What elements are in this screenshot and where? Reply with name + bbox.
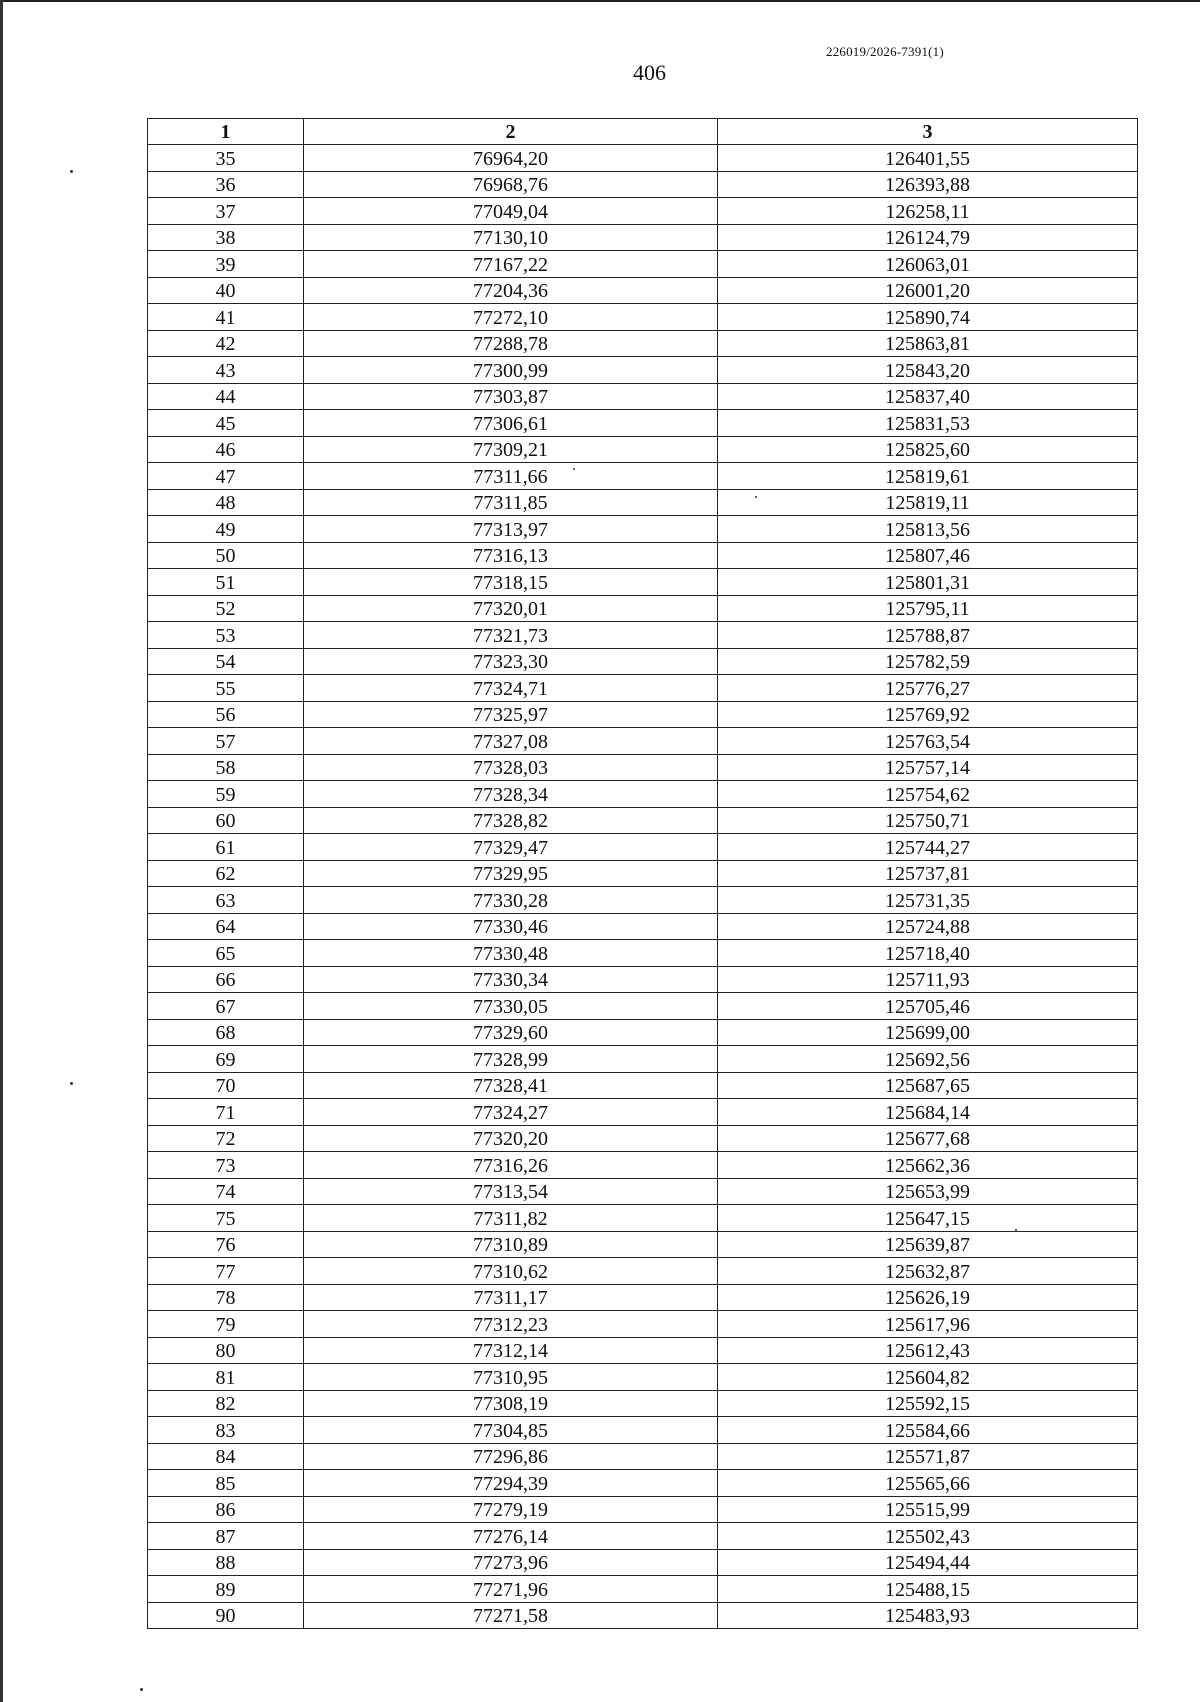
point-number-cell: 68	[148, 1019, 304, 1046]
point-number-cell: 35	[148, 145, 304, 172]
x-coordinate-cell: 77324,27	[304, 1099, 718, 1126]
point-number-cell: 52	[148, 595, 304, 622]
y-coordinate-cell: 125837,40	[718, 383, 1138, 410]
point-number-cell: 44	[148, 383, 304, 410]
x-coordinate-cell: 77318,15	[304, 569, 718, 596]
x-coordinate-cell: 77304,85	[304, 1417, 718, 1444]
point-number-cell: 59	[148, 781, 304, 808]
table-row	[148, 1470, 1138, 1497]
x-coordinate-cell: 77324,71	[304, 675, 718, 702]
x-coordinate-cell: 77296,86	[304, 1443, 718, 1470]
point-number-cell: 81	[148, 1364, 304, 1391]
y-coordinate-cell: 125782,59	[718, 648, 1138, 675]
x-coordinate-cell: 77303,87	[304, 383, 718, 410]
point-number-cell: 64	[148, 913, 304, 940]
table-row	[148, 145, 1138, 172]
point-number-cell: 72	[148, 1125, 304, 1152]
table-row	[148, 224, 1138, 251]
table-row	[148, 1364, 1138, 1391]
x-coordinate-cell: 77167,22	[304, 251, 718, 278]
table-row	[148, 622, 1138, 649]
y-coordinate-cell: 125718,40	[718, 940, 1138, 967]
x-coordinate-cell: 77325,97	[304, 701, 718, 728]
y-coordinate-cell: 125617,96	[718, 1311, 1138, 1338]
x-coordinate-cell: 77330,48	[304, 940, 718, 967]
table-row	[148, 807, 1138, 834]
table-row	[148, 357, 1138, 384]
table-row	[148, 1099, 1138, 1126]
point-number-cell: 57	[148, 728, 304, 755]
y-coordinate-cell: 125571,87	[718, 1443, 1138, 1470]
y-coordinate-cell: 125647,15	[718, 1205, 1138, 1232]
table-row	[148, 251, 1138, 278]
x-coordinate-cell: 77330,28	[304, 887, 718, 914]
x-coordinate-cell: 77328,41	[304, 1072, 718, 1099]
y-coordinate-cell: 125662,36	[718, 1152, 1138, 1179]
column-header-1: 1	[148, 119, 304, 145]
table-row	[148, 383, 1138, 410]
table-row	[148, 1576, 1138, 1603]
point-number-cell: 55	[148, 675, 304, 702]
point-number-cell: 40	[148, 277, 304, 304]
table-row	[148, 436, 1138, 463]
y-coordinate-cell: 125626,19	[718, 1284, 1138, 1311]
x-coordinate-cell: 77288,78	[304, 330, 718, 357]
x-coordinate-cell: 77271,96	[304, 1576, 718, 1603]
table-row	[148, 1284, 1138, 1311]
table-row	[148, 1602, 1138, 1629]
x-coordinate-cell: 77330,46	[304, 913, 718, 940]
x-coordinate-cell: 77329,60	[304, 1019, 718, 1046]
table-row	[148, 595, 1138, 622]
point-number-cell: 58	[148, 754, 304, 781]
y-coordinate-cell: 125863,81	[718, 330, 1138, 357]
y-coordinate-cell: 125750,71	[718, 807, 1138, 834]
x-coordinate-cell: 77310,95	[304, 1364, 718, 1391]
point-number-cell: 36	[148, 171, 304, 198]
y-coordinate-cell: 125592,15	[718, 1390, 1138, 1417]
y-coordinate-cell: 125825,60	[718, 436, 1138, 463]
x-coordinate-cell: 77276,14	[304, 1523, 718, 1550]
x-coordinate-cell: 77311,82	[304, 1205, 718, 1232]
point-number-cell: 47	[148, 463, 304, 490]
table-header-row	[148, 119, 1138, 145]
table-row	[148, 1311, 1138, 1338]
point-number-cell: 69	[148, 1046, 304, 1073]
point-number-cell: 74	[148, 1178, 304, 1205]
point-number-cell: 82	[148, 1390, 304, 1417]
x-coordinate-cell: 77272,10	[304, 304, 718, 331]
x-coordinate-cell: 77313,97	[304, 516, 718, 543]
table-row	[148, 304, 1138, 331]
y-coordinate-cell: 125890,74	[718, 304, 1138, 331]
x-coordinate-cell: 77330,34	[304, 966, 718, 993]
y-coordinate-cell: 125632,87	[718, 1258, 1138, 1285]
point-number-cell: 85	[148, 1470, 304, 1497]
y-coordinate-cell: 125502,43	[718, 1523, 1138, 1550]
x-coordinate-cell: 77309,21	[304, 436, 718, 463]
point-number-cell: 43	[148, 357, 304, 384]
y-coordinate-cell: 125754,62	[718, 781, 1138, 808]
point-number-cell: 90	[148, 1602, 304, 1629]
point-number-cell: 50	[148, 542, 304, 569]
y-coordinate-cell: 125757,14	[718, 754, 1138, 781]
point-number-cell: 84	[148, 1443, 304, 1470]
x-coordinate-cell: 77313,54	[304, 1178, 718, 1205]
table-row	[148, 675, 1138, 702]
x-coordinate-cell: 77320,01	[304, 595, 718, 622]
y-coordinate-cell: 125731,35	[718, 887, 1138, 914]
point-number-cell: 88	[148, 1549, 304, 1576]
table-row	[148, 887, 1138, 914]
y-coordinate-cell: 126401,55	[718, 145, 1138, 172]
coordinates-table	[147, 118, 1138, 1629]
table-row	[148, 701, 1138, 728]
point-number-cell: 83	[148, 1417, 304, 1444]
point-number-cell: 56	[148, 701, 304, 728]
point-number-cell: 76	[148, 1231, 304, 1258]
y-coordinate-cell: 125795,11	[718, 595, 1138, 622]
table-row	[148, 1231, 1138, 1258]
point-number-cell: 60	[148, 807, 304, 834]
table-row	[148, 171, 1138, 198]
x-coordinate-cell: 77312,14	[304, 1337, 718, 1364]
y-coordinate-cell: 126063,01	[718, 251, 1138, 278]
table-row	[148, 966, 1138, 993]
x-coordinate-cell: 77321,73	[304, 622, 718, 649]
x-coordinate-cell: 76968,76	[304, 171, 718, 198]
x-coordinate-cell: 77310,89	[304, 1231, 718, 1258]
table-row	[148, 542, 1138, 569]
point-number-cell: 45	[148, 410, 304, 437]
y-coordinate-cell: 125604,82	[718, 1364, 1138, 1391]
y-coordinate-cell: 125639,87	[718, 1231, 1138, 1258]
point-number-cell: 38	[148, 224, 304, 251]
x-coordinate-cell: 77308,19	[304, 1390, 718, 1417]
x-coordinate-cell: 77271,58	[304, 1602, 718, 1629]
y-coordinate-cell: 125769,92	[718, 701, 1138, 728]
table-row	[148, 277, 1138, 304]
point-number-cell: 41	[148, 304, 304, 331]
y-coordinate-cell: 125801,31	[718, 569, 1138, 596]
y-coordinate-cell: 125843,20	[718, 357, 1138, 384]
x-coordinate-cell: 77311,17	[304, 1284, 718, 1311]
point-number-cell: 86	[148, 1496, 304, 1523]
y-coordinate-cell: 125831,53	[718, 410, 1138, 437]
table-body	[148, 145, 1138, 1629]
y-coordinate-cell: 126258,11	[718, 198, 1138, 225]
table-row	[148, 1496, 1138, 1523]
y-coordinate-cell: 125819,11	[718, 489, 1138, 516]
y-coordinate-cell: 125684,14	[718, 1099, 1138, 1126]
table-row	[148, 1019, 1138, 1046]
x-coordinate-cell: 77310,62	[304, 1258, 718, 1285]
y-coordinate-cell: 125744,27	[718, 834, 1138, 861]
x-coordinate-cell: 77316,26	[304, 1152, 718, 1179]
x-coordinate-cell: 77323,30	[304, 648, 718, 675]
point-number-cell: 53	[148, 622, 304, 649]
x-coordinate-cell: 77311,85	[304, 489, 718, 516]
table-row	[148, 463, 1138, 490]
x-coordinate-cell: 77294,39	[304, 1470, 718, 1497]
y-coordinate-cell: 125763,54	[718, 728, 1138, 755]
top-edge-line	[0, 0, 1200, 2]
y-coordinate-cell: 125711,93	[718, 966, 1138, 993]
point-number-cell: 37	[148, 198, 304, 225]
point-number-cell: 80	[148, 1337, 304, 1364]
y-coordinate-cell: 125677,68	[718, 1125, 1138, 1152]
point-number-cell: 62	[148, 860, 304, 887]
x-coordinate-cell: 77329,47	[304, 834, 718, 861]
table-row	[148, 198, 1138, 225]
point-number-cell: 54	[148, 648, 304, 675]
point-number-cell: 73	[148, 1152, 304, 1179]
x-coordinate-cell: 77328,03	[304, 754, 718, 781]
table-row	[148, 754, 1138, 781]
table-row	[148, 781, 1138, 808]
point-number-cell: 77	[148, 1258, 304, 1285]
point-number-cell: 79	[148, 1311, 304, 1338]
document-number: 226019/2026-7391(1)	[826, 44, 944, 59]
point-number-cell: 46	[148, 436, 304, 463]
table-row	[148, 728, 1138, 755]
column-header-2: 2	[304, 119, 718, 145]
y-coordinate-cell: 125612,43	[718, 1337, 1138, 1364]
point-number-cell: 89	[148, 1576, 304, 1603]
table-row	[148, 569, 1138, 596]
table-row	[148, 860, 1138, 887]
x-coordinate-cell: 77312,23	[304, 1311, 718, 1338]
table-row	[148, 1337, 1138, 1364]
table-row	[148, 1152, 1138, 1179]
table-row	[148, 834, 1138, 861]
x-coordinate-cell: 77049,04	[304, 198, 718, 225]
table-row	[148, 993, 1138, 1020]
y-coordinate-cell: 125565,66	[718, 1470, 1138, 1497]
table-row	[148, 516, 1138, 543]
point-number-cell: 87	[148, 1523, 304, 1550]
x-coordinate-cell: 77130,10	[304, 224, 718, 251]
y-coordinate-cell: 125819,61	[718, 463, 1138, 490]
point-number-cell: 71	[148, 1099, 304, 1126]
x-coordinate-cell: 77311,66	[304, 463, 718, 490]
point-number-cell: 66	[148, 966, 304, 993]
column-header-3: 3	[718, 119, 1138, 145]
y-coordinate-cell: 125488,15	[718, 1576, 1138, 1603]
y-coordinate-cell: 126393,88	[718, 171, 1138, 198]
table-row	[148, 1549, 1138, 1576]
table-row	[148, 1046, 1138, 1073]
point-number-cell: 75	[148, 1205, 304, 1232]
table-row	[148, 648, 1138, 675]
table-row	[148, 1523, 1138, 1550]
y-coordinate-cell: 125515,99	[718, 1496, 1138, 1523]
x-coordinate-cell: 76964,20	[304, 145, 718, 172]
x-coordinate-cell: 77328,82	[304, 807, 718, 834]
scan-speck	[70, 170, 73, 173]
table-row	[148, 330, 1138, 357]
y-coordinate-cell: 125788,87	[718, 622, 1138, 649]
x-coordinate-cell: 77273,96	[304, 1549, 718, 1576]
point-number-cell: 78	[148, 1284, 304, 1311]
point-number-cell: 48	[148, 489, 304, 516]
x-coordinate-cell: 77330,05	[304, 993, 718, 1020]
table-row	[148, 1205, 1138, 1232]
table-row	[148, 410, 1138, 437]
point-number-cell: 67	[148, 993, 304, 1020]
y-coordinate-cell: 125692,56	[718, 1046, 1138, 1073]
x-coordinate-cell: 77328,34	[304, 781, 718, 808]
y-coordinate-cell: 125584,66	[718, 1417, 1138, 1444]
table-row	[148, 940, 1138, 967]
y-coordinate-cell: 125724,88	[718, 913, 1138, 940]
y-coordinate-cell: 125653,99	[718, 1178, 1138, 1205]
table-row	[148, 1443, 1138, 1470]
point-number-cell: 49	[148, 516, 304, 543]
x-coordinate-cell: 77316,13	[304, 542, 718, 569]
x-coordinate-cell: 77300,99	[304, 357, 718, 384]
y-coordinate-cell: 125699,00	[718, 1019, 1138, 1046]
point-number-cell: 39	[148, 251, 304, 278]
point-number-cell: 65	[148, 940, 304, 967]
table-row	[148, 1178, 1138, 1205]
y-coordinate-cell: 126124,79	[718, 224, 1138, 251]
table-row	[148, 1072, 1138, 1099]
y-coordinate-cell: 125737,81	[718, 860, 1138, 887]
left-edge-line	[0, 0, 3, 1702]
table-row	[148, 1258, 1138, 1285]
point-number-cell: 63	[148, 887, 304, 914]
x-coordinate-cell: 77329,95	[304, 860, 718, 887]
point-number-cell: 42	[148, 330, 304, 357]
scan-speck	[140, 1688, 143, 1691]
table-row	[148, 1417, 1138, 1444]
y-coordinate-cell: 125813,56	[718, 516, 1138, 543]
y-coordinate-cell: 125687,65	[718, 1072, 1138, 1099]
y-coordinate-cell: 125705,46	[718, 993, 1138, 1020]
table-row	[148, 1390, 1138, 1417]
y-coordinate-cell: 125483,93	[718, 1602, 1138, 1629]
scan-speck	[70, 1082, 73, 1085]
x-coordinate-cell: 77328,99	[304, 1046, 718, 1073]
y-coordinate-cell: 125494,44	[718, 1549, 1138, 1576]
x-coordinate-cell: 77204,36	[304, 277, 718, 304]
table-row	[148, 1125, 1138, 1152]
point-number-cell: 51	[148, 569, 304, 596]
x-coordinate-cell: 77320,20	[304, 1125, 718, 1152]
table-row	[148, 489, 1138, 516]
page-number: 406	[633, 60, 666, 85]
x-coordinate-cell: 77306,61	[304, 410, 718, 437]
y-coordinate-cell: 125807,46	[718, 542, 1138, 569]
y-coordinate-cell: 125776,27	[718, 675, 1138, 702]
point-number-cell: 70	[148, 1072, 304, 1099]
point-number-cell: 61	[148, 834, 304, 861]
x-coordinate-cell: 77327,08	[304, 728, 718, 755]
y-coordinate-cell: 126001,20	[718, 277, 1138, 304]
table-row	[148, 913, 1138, 940]
x-coordinate-cell: 77279,19	[304, 1496, 718, 1523]
